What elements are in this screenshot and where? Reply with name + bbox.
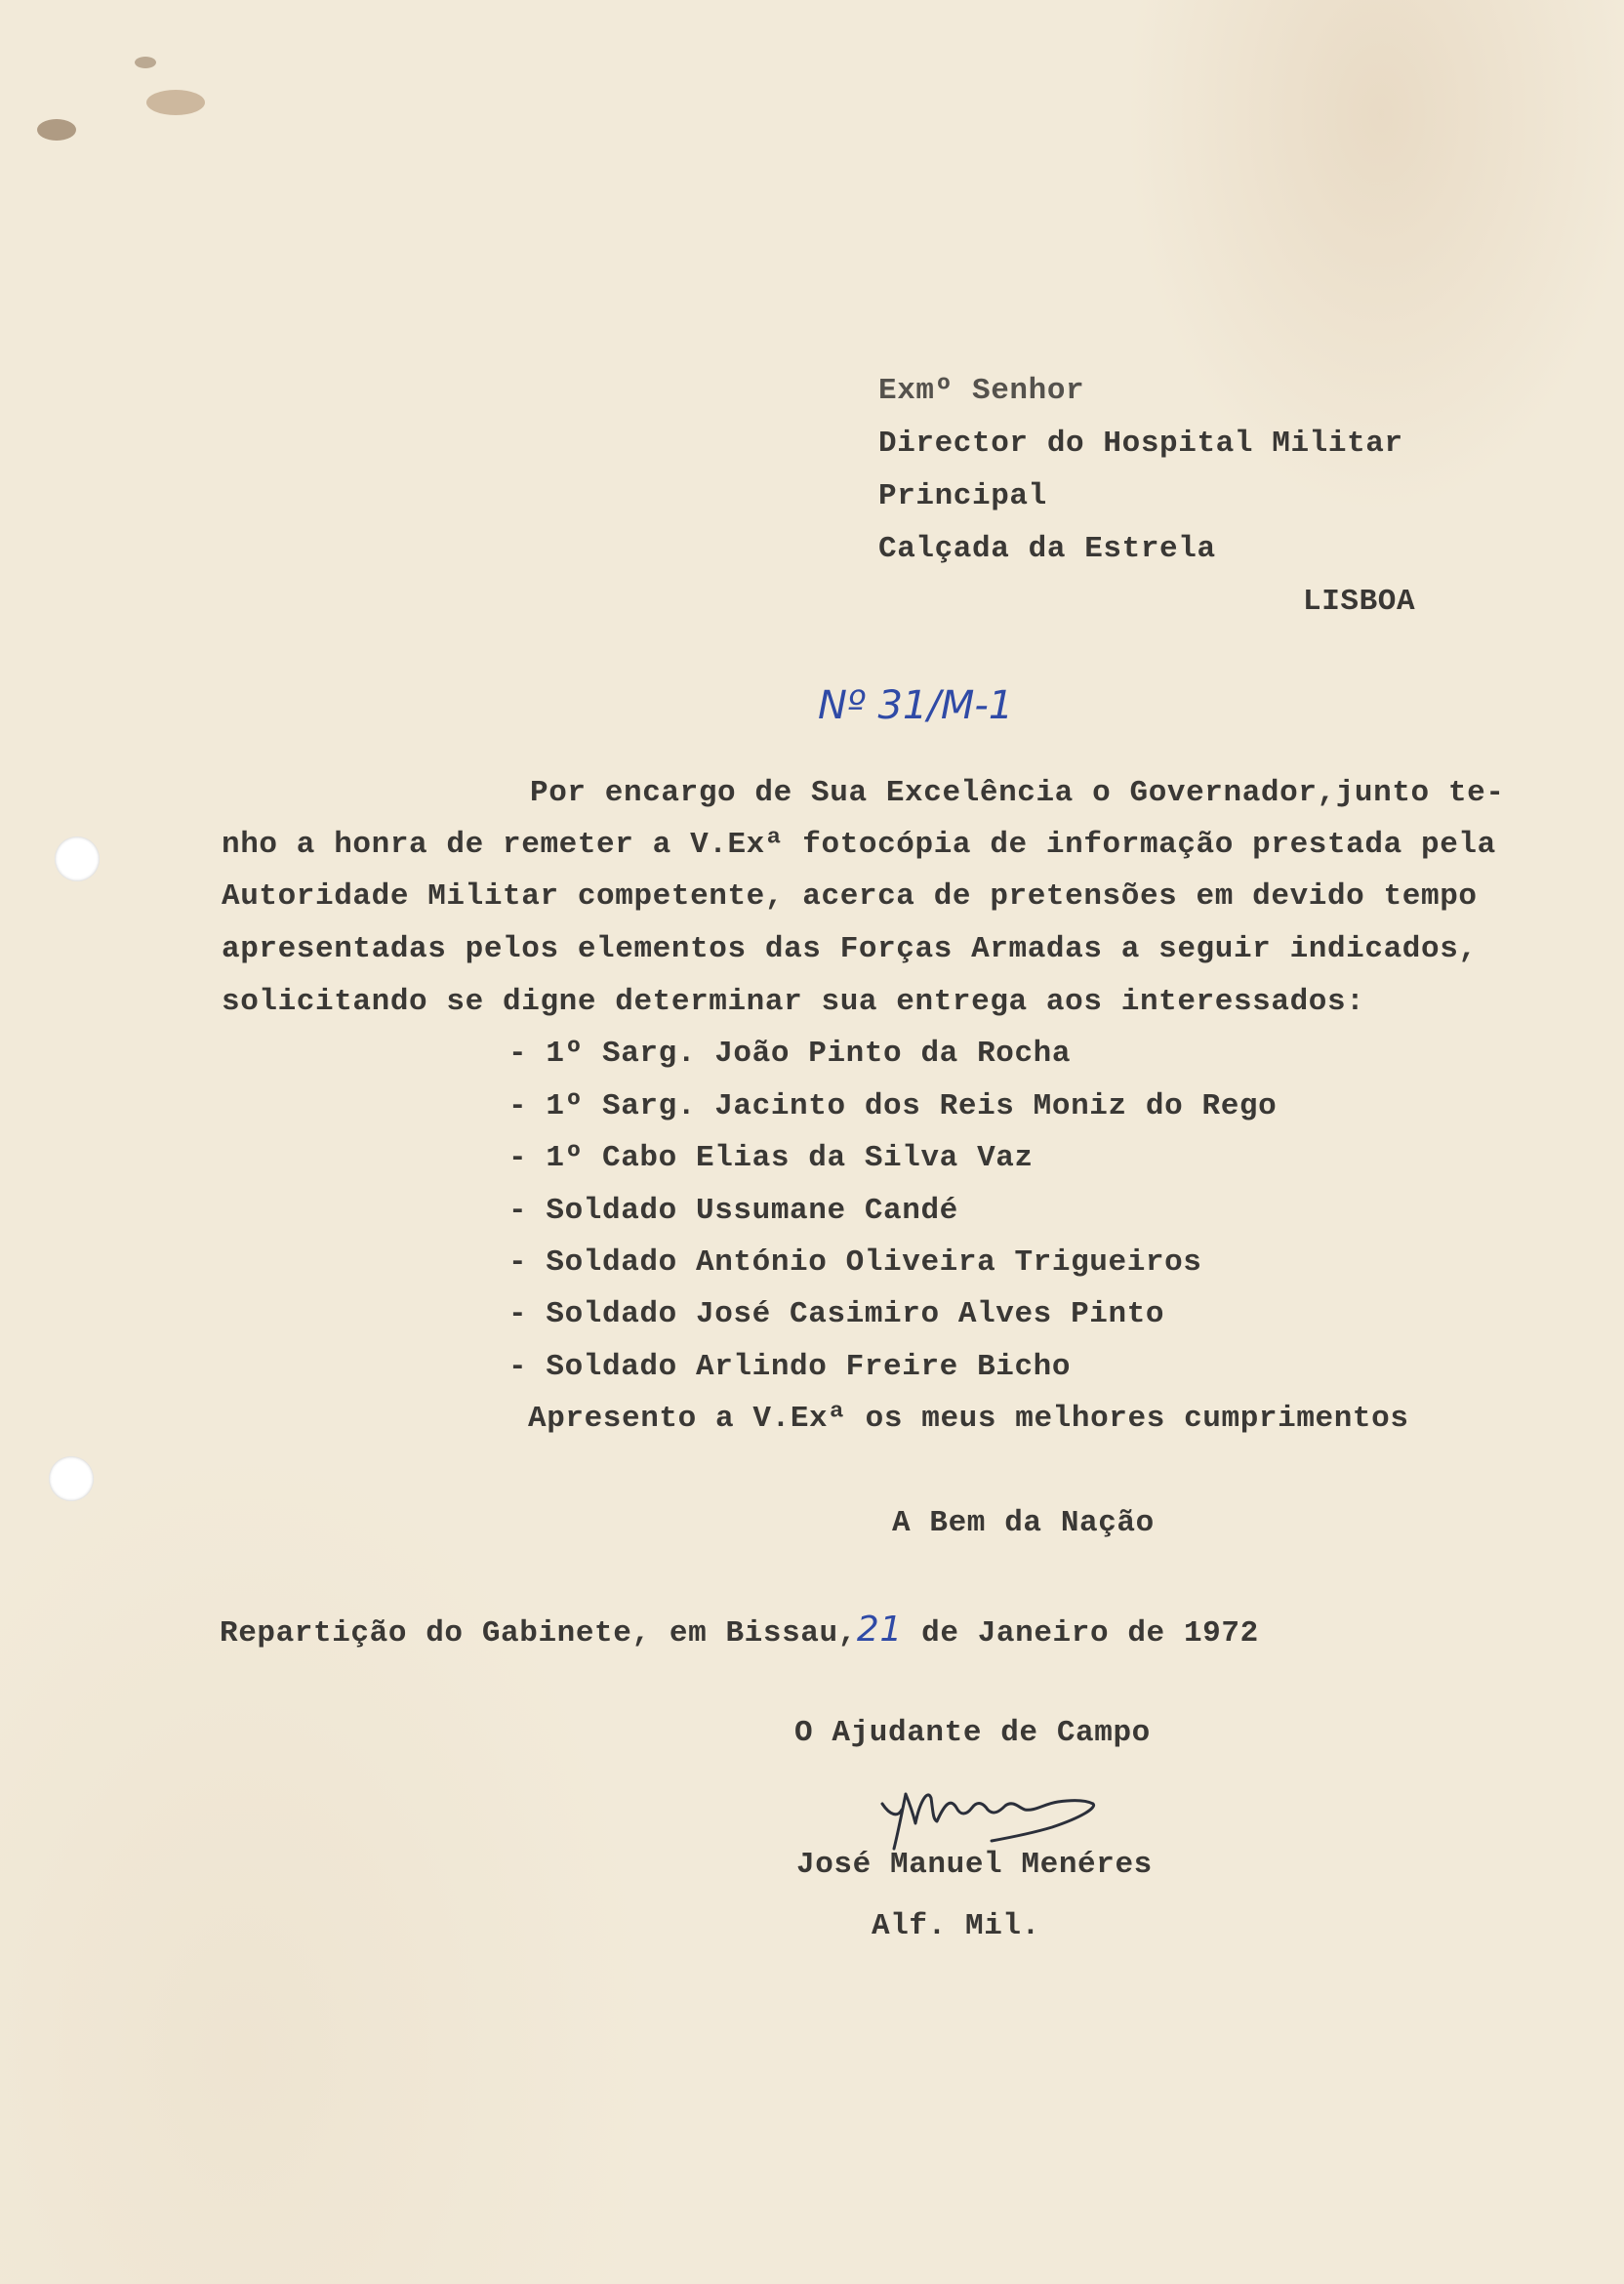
address-line-2: Principal [878,479,1047,513]
reference-number: Nº 31/M-1 [818,683,1014,728]
address-line-3: Calçada da Estrela [878,532,1216,566]
list-item: - Soldado José Casimiro Alves Pinto [508,1297,1165,1331]
address-line-1: Director do Hospital Militar [878,427,1403,461]
body-line-4: apresentadas pelos elementos das Forças Armadas a seguir indicados, [222,932,1478,966]
signatory-rank: Alf. Mil. [872,1909,1040,1943]
list-item: - Soldado Ussumane Candé [508,1194,958,1228]
address-city: LISBOA [1303,585,1416,619]
body-line-2: nho a honra de remeter a V.Exª fotocópia de informação prestada pela [222,828,1496,862]
body-line-5: solicitando se digne determinar sua entrega aos interessados: [222,985,1365,1019]
signature-image [876,1765,1130,1853]
place-date [220,1612,1259,1649]
body-line-1: Por encargo de Sua Excelência o Governador,junto te- [530,776,1505,810]
closing-greeting: Apresento a V.Exª os meus melhores cumprimentos [528,1402,1409,1436]
rust-stain [37,119,76,141]
place-date-prefix: Repartição do Gabinete, em Bissau, [220,1616,857,1651]
place-date-suffix: de Janeiro de 1972 [902,1616,1259,1651]
signatory-role: O Ajudante de Campo [794,1716,1151,1750]
list-item: - 1º Sarg. João Pinto da Rocha [508,1037,1072,1071]
list-item: - Soldado Arlindo Freire Bicho [508,1350,1072,1384]
rust-stain [135,57,156,68]
closing-motto: A Bem da Nação [892,1506,1155,1540]
place-date-day: 21 [856,1610,903,1650]
address-salutation: Exmº Senhor [878,374,1085,408]
punch-hole-top [55,836,100,881]
body-line-3: Autoridade Militar competente, acerca de pretensões em devido tempo [222,879,1478,914]
list-item: - 1º Sarg. Jacinto dos Reis Moniz do Rego [508,1089,1278,1123]
rust-stain [146,90,205,115]
list-item: - 1º Cabo Elias da Silva Vaz [508,1141,1034,1175]
list-item: - Soldado António Oliveira Trigueiros [508,1245,1202,1280]
punch-hole-bottom [49,1456,94,1501]
signatory-name: José Manuel Menéres [796,1848,1153,1882]
